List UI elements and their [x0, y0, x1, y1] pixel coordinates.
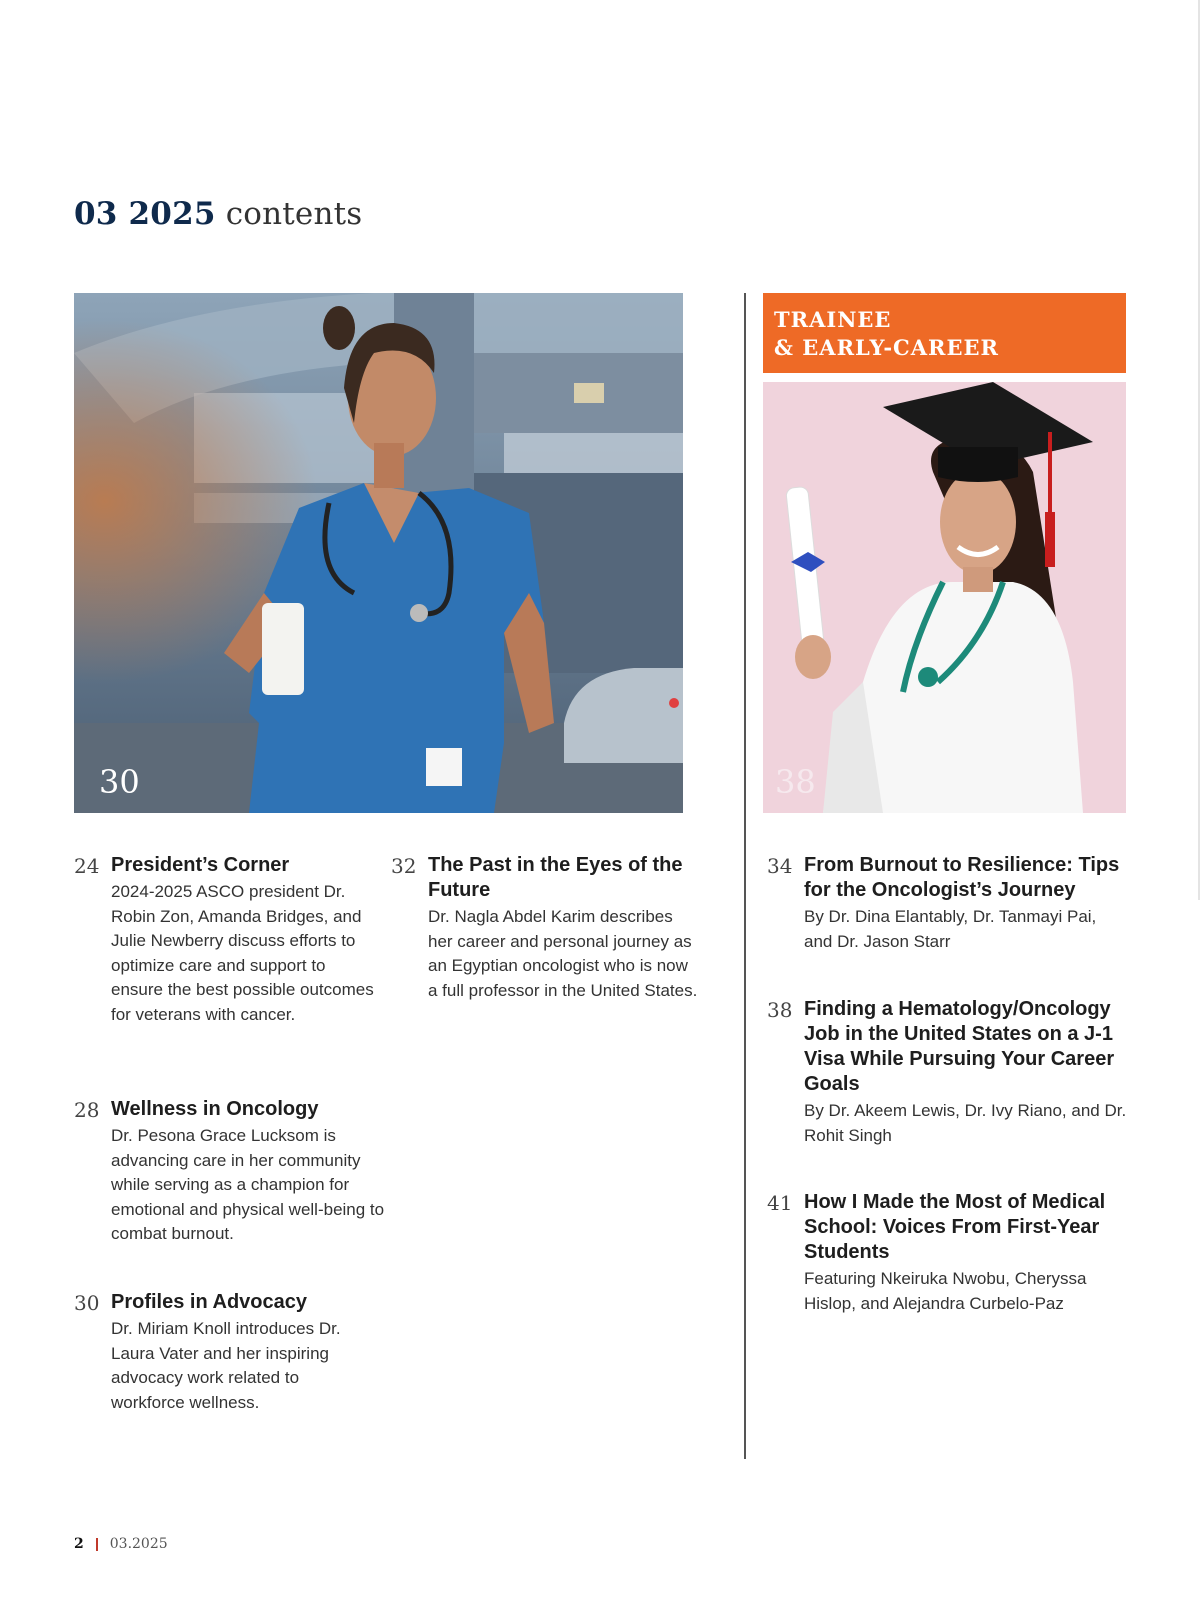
feature-photo-nurse[interactable]	[74, 293, 683, 813]
graduate-photo-icon	[763, 382, 1126, 813]
entry-description: 2024-2025 ASCO president Dr. Robin Zon, Amanda Bridges, and Julie Newberry discuss efforts to optimize care and support to ensure the best possible outcomes for veterans with cancer.	[111, 882, 374, 1024]
toc-entry[interactable]	[767, 1190, 1127, 1316]
entry-page-number: 38	[767, 998, 793, 1022]
entry-description: By Dr. Akeem Lewis, Dr. Ivy Riano, and Dr. Rohit Singh	[804, 1101, 1127, 1145]
section-tag-line1: TRAINEE	[774, 307, 892, 332]
folio-separator	[96, 1538, 98, 1551]
page-folio	[74, 1536, 168, 1552]
feature-photo-graduate[interactable]	[763, 382, 1126, 813]
entry-page-number: 28	[74, 1098, 100, 1122]
section-tag-trainee	[763, 293, 1126, 373]
entry-description: Featuring Nkeiruka Nwobu, Cheryssa Hislop, and Alejandra Curbelo-Paz	[804, 1269, 1087, 1313]
photo-page-number: 30	[99, 763, 140, 801]
toc-entry[interactable]	[74, 1097, 386, 1247]
nurse-photo-icon	[74, 293, 683, 813]
entry-title[interactable]: From Burnout to Resilience: Tips for the Oncologist’s Journey	[804, 854, 1120, 901]
entry-description: Dr. Nagla Abdel Karim describes her career and personal journey as an Egyptian oncologist who is now a full professor in the United States.	[428, 907, 698, 1000]
contents-word: contents	[225, 196, 363, 232]
toc-entry[interactable]	[74, 853, 374, 1027]
toc-entry[interactable]	[391, 853, 701, 1003]
toc-entry[interactable]	[767, 997, 1127, 1148]
toc-entry[interactable]	[767, 853, 1127, 954]
entry-title[interactable]: President’s Corner	[111, 854, 290, 876]
entry-description: Dr. Pesona Grace Lucksom is advancing care in her community while serving as a champion for emotional and physical well-being to combat burnout.	[111, 1126, 385, 1243]
entry-page-number: 32	[391, 854, 417, 878]
entry-description: Dr. Miriam Knoll introduces Dr. Laura Vater and her inspiring advocacy work related to workforce wellness.	[111, 1319, 341, 1412]
entry-page-number: 30	[74, 1291, 100, 1315]
entry-title[interactable]: How I Made the Most of Medical School: Voices From First-Year Students	[804, 1191, 1106, 1263]
folio-date: 03.2025	[109, 1536, 168, 1552]
entry-title[interactable]: Wellness in Oncology	[111, 1098, 319, 1120]
folio-page-number: 2	[74, 1536, 84, 1552]
photo-page-number: 38	[775, 763, 816, 801]
entry-description: By Dr. Dina Elantably, Dr. Tanmayi Pai, and Dr. Jason Starr	[804, 907, 1097, 951]
column-divider	[744, 293, 746, 1459]
entry-title[interactable]: Finding a Hematology/Oncology Job in the United States on a J-1 Visa While Pursuing Your Career Goals	[804, 998, 1115, 1095]
entry-page-number: 34	[767, 854, 793, 878]
page-title	[74, 196, 362, 232]
entry-page-number: 41	[767, 1191, 793, 1215]
entry-title[interactable]: The Past in the Eyes of the Future	[428, 854, 683, 901]
toc-entry[interactable]	[74, 1290, 374, 1415]
entry-page-number: 24	[74, 854, 100, 878]
issue-number: 03 2025	[74, 196, 216, 232]
entry-title[interactable]: Profiles in Advocacy	[111, 1291, 307, 1313]
section-tag-line2: & EARLY-CAREER	[774, 335, 999, 360]
